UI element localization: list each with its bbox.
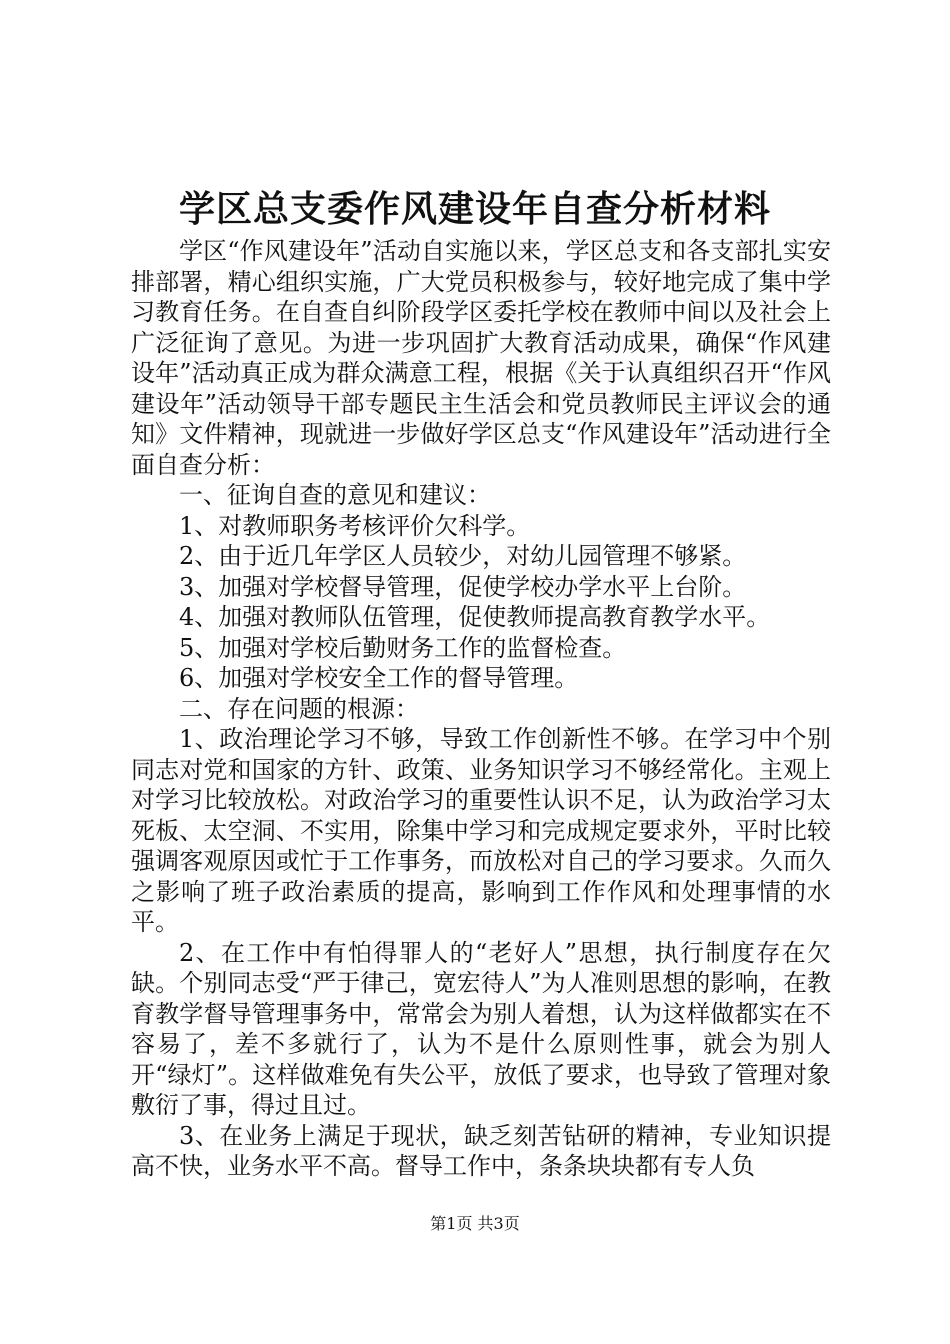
list-item-opinion-3: 3、加强对学校督导管理，促使学校办学水平上台阶。 xyxy=(179,572,747,601)
list-item-opinion-1: 1、对教师职务考核评价欠科学。 xyxy=(179,511,531,540)
list-item-opinion-5: 5、加强对学校后勤财务工作的监督检查。 xyxy=(179,633,627,662)
list-item-opinion-2: 2、由于近几年学区人员较少，对幼儿园管理不够紧。 xyxy=(179,542,747,570)
paragraph-intro: 学区“作风建设年”活动自实施以来，学区总支和各支部扎实安排部署，精心组织实施，广大党员积极参与，较好地完成了集中学习教育任务。在自查自纠阶段学区委托学校在教师中间以及社会上广泛征询了意见。为进一步巩固扩大教育活动成果，确保“作风建设年”活动真正成为群众满意工程，根据《关于认真组织召开“作风建设年”活动领导干部专题民主生活会和党员教师民主评议会的通知》文件精神，现就进一步做好学区总支“作风建设年”活动进行全面自查分析： xyxy=(131,237,831,479)
list-item-opinion-4: 4、加强对教师队伍管理，促使教师提高教育教学水平。 xyxy=(179,603,771,631)
page-footer: 第1页 共3页 xyxy=(430,1214,520,1233)
paragraph-problem-1: 1、政治理论学习不够，导致工作创新性不够。在学习中个别同志对党和国家的方针、政策、业务知识学习不够经常化。主观上对学习比较放松。对政治学习的重要性认识不足，认为政治学习太死板、太空洞、不实用，除集中学习和完成规定要求外，平时比较强调客观原因或忙于工作事务，而放松对自己的学习要求。久而久之影响了班子政治素质的提高，影响到工作作风和处理事情的水平。 xyxy=(131,725,831,936)
paragraph-problem-3: 3、在业务上满足于现状，缺乏刻苦钻研的精神，专业知识提高不快，业务水平不高。督导工作中，条条块块都有专人负 xyxy=(131,1121,831,1180)
document-title: 学区总支委作风建设年自查分析材料 xyxy=(178,188,771,230)
document-body xyxy=(131,236,831,1182)
paragraph-problem-2: 2、在工作中有怕得罪人的“老好人”思想，执行制度存在欠缺。个别同志受“严于律己，宽宏待人”为人准则思想的影响，在教育教学督导管理事务中，常常会为别人着想，认为这样做都实在不容易了，差不多就行了，认为不是什么原则性事，就会为别人开“绿灯”。这样做难免有失公平，放低了要求，也导致了管理对象敷衍了事，得过且过。 xyxy=(131,938,831,1119)
section-heading-opinions: 一、征询自查的意见和建议： xyxy=(179,481,491,509)
section-heading-problems: 二、存在问题的根源： xyxy=(179,694,419,723)
list-item-opinion-6: 6、加强对学校安全工作的督导管理。 xyxy=(179,664,579,692)
